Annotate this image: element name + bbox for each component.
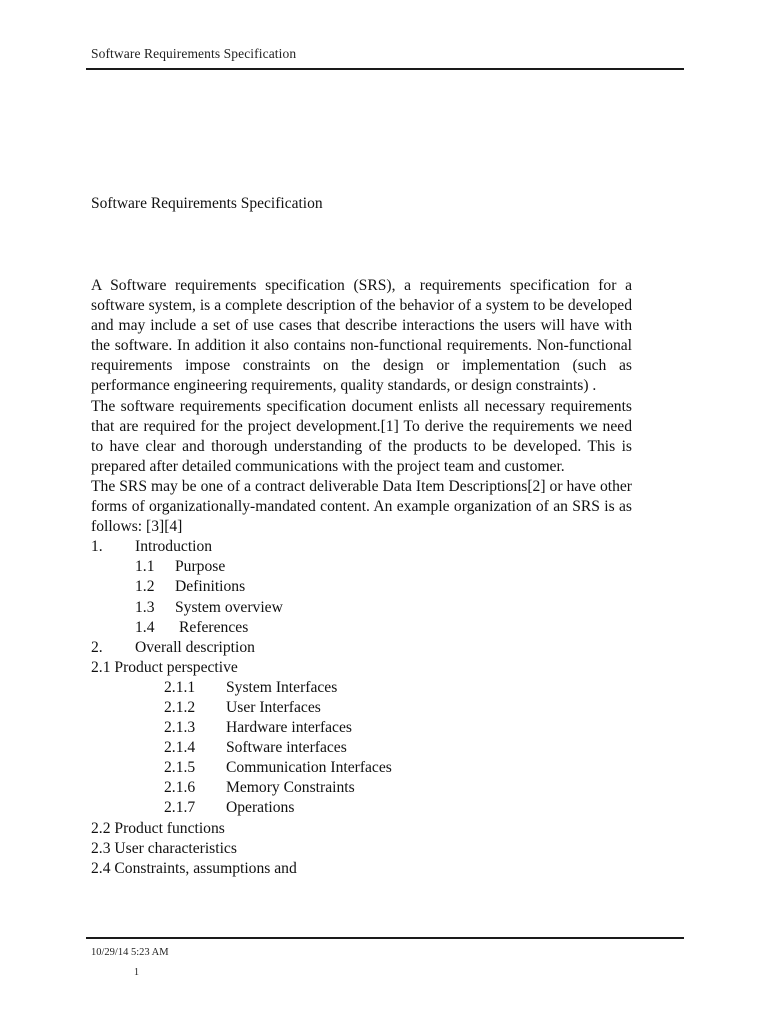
outline-number: 2.1.5	[164, 759, 196, 777]
outline-text: Communication Interfaces	[226, 759, 392, 777]
outline-item	[91, 638, 632, 658]
outline-text: 2.1 Product perspective	[91, 658, 238, 676]
paragraph-srs-organization: The SRS may be one of a contract deliverable Data Item Descriptions[2] or have other forms of organizationally-mandated content. An example organization of an SRS is as follows: [3][4]	[91, 477, 632, 536]
outline-text: Operations	[226, 799, 295, 817]
header-divider	[86, 68, 684, 70]
outline-item	[91, 577, 632, 597]
outline-number: 1.	[91, 538, 103, 556]
outline-item	[91, 738, 632, 758]
outline-item	[91, 678, 632, 698]
outline-number: 1.4	[135, 618, 155, 636]
outline-number: 2.	[91, 638, 103, 656]
outline-number: 2.1.4	[164, 739, 196, 757]
outline-list	[91, 537, 632, 879]
outline-item	[91, 758, 632, 778]
outline-number: 2.1.3	[164, 719, 196, 737]
outline-item	[91, 618, 632, 638]
outline-text: User Interfaces	[226, 698, 321, 716]
outline-text: Memory Constraints	[226, 779, 355, 797]
outline-text: System Interfaces	[226, 678, 338, 696]
outline-item	[91, 859, 632, 879]
page-number: 1	[134, 967, 139, 978]
outline-text: Introduction	[135, 538, 213, 556]
outline-item	[91, 537, 632, 557]
outline-item	[91, 798, 632, 818]
outline-number: 1.2	[135, 578, 155, 596]
outline-item	[91, 598, 632, 618]
outline-number: 2.1.7	[164, 799, 196, 817]
paragraph-srs-purpose: The software requirements specification document enlists all necessary requirements that are required for the project development.[1] To derive the requirements we need to have clear and thorough understanding of the products to be developed. This is prepared after detailed communications with the project team and customer.	[91, 397, 632, 475]
outline-item	[91, 557, 632, 577]
outline-item	[91, 819, 632, 839]
footer-datetime: 10/29/14 5:23 AM	[91, 947, 169, 958]
outline-text: References	[179, 618, 249, 636]
outline-text: 2.2 Product functions	[91, 819, 225, 837]
document-body	[91, 276, 632, 879]
outline-item	[91, 718, 632, 738]
outline-number: 2.1.1	[164, 678, 196, 696]
outline-text: Overall description	[135, 638, 255, 656]
outline-text: Hardware interfaces	[226, 719, 352, 737]
running-header: Software Requirements Specification	[91, 46, 297, 61]
outline-item	[91, 698, 632, 718]
outline-text: Definitions	[175, 578, 246, 596]
outline-number: 2.1.2	[164, 698, 196, 716]
footer-divider	[86, 937, 684, 939]
outline-text: System overview	[175, 598, 283, 616]
outline-item	[91, 658, 632, 678]
outline-item	[91, 839, 632, 859]
document-title: Software Requirements Specification	[91, 195, 323, 212]
outline-text: Purpose	[175, 558, 226, 576]
outline-text: 2.4 Constraints, assumptions and	[91, 859, 297, 877]
outline-text: Software interfaces	[226, 739, 347, 757]
outline-number: 1.1	[135, 558, 155, 576]
outline-text: 2.3 User characteristics	[91, 839, 237, 857]
outline-number: 1.3	[135, 598, 155, 616]
paragraph-srs-definition: A Software requirements specification (SRS), a requirements specification for a software system, is a complete description of the behavior of a system to be developed and may include a set of use cases that describe interactions the users will have with the software. In addition it also contains non-functional requirements. Non-functional requirements impose constraints on the design or implementation (such as performance engineering requirements, quality standards, or design constraints) .	[91, 277, 632, 395]
outline-number: 2.1.6	[164, 779, 196, 797]
outline-item	[91, 778, 632, 798]
